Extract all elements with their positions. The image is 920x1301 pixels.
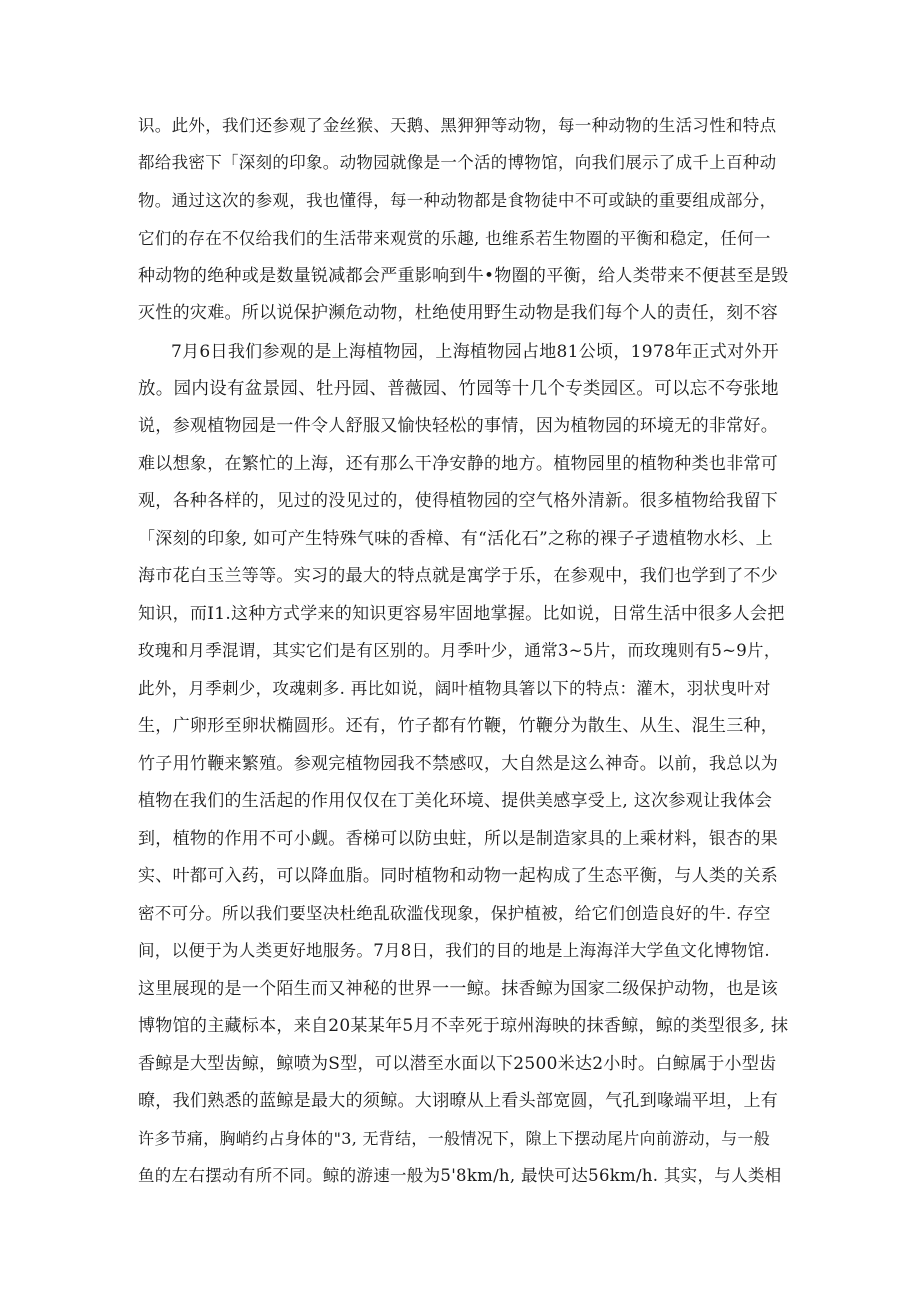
- text-line: 鱼的左右摆动有所不同。鲸的游速一般为5'8km∕h, 最快可达56km∕h. 其实，与人类相: [138, 1166, 782, 1185]
- text-line: 到，植物的作用不可小觑。香梯可以防虫蛀，所以是制造家具的上乘材料，银杏的果: [138, 829, 779, 849]
- text-line: 间，以便于为人类更好地服务。7月8日，我们的目的地是上海海洋大学鱼文化博物馆.: [138, 941, 770, 960]
- text-line: 此外，月季刺少，攻魂刺多. 再比如说，阔叶植物具箸以下的特点：灌木，羽状曳叶对: [138, 679, 771, 698]
- text-line: 密不可分。所以我们要坚决杜绝乱砍滥伐现象，保护植被，给它们创造良好的牛. 存空: [138, 904, 771, 923]
- text-line: 海市花白玉兰等等。实习的最大的特点就是寓学于乐，在参观中，我们也学到了不少: [138, 566, 779, 586]
- text-line: 许多节痛，胸峭约占身体的"3, 无背结，一般情况下，隙上下摆动尾片向前游动，与一般: [138, 1129, 771, 1148]
- text-line: 植物在我们的生活起的作用仅仅在丁美化环境、提供美感享受上, 这次参观让我体会: [138, 791, 773, 811]
- text-line: 难以想象，在繁忙的上海，还有那么干净安静的地方。植物园里的植物种类也非常可: [138, 454, 779, 474]
- text-line: 它们的存在不仅给我们的生活带来观赏的乐趣, 也维系若生物圈的平衡和稳定，任何一: [138, 229, 771, 248]
- text-line: 都给我密下「深刻的印象。动物园就像是一个活的博物馆，向我们展示了成千上百种动: [138, 153, 777, 172]
- text-line: 物。通过这次的参观，我也懂得，每一种动物都是食物徒中不可或缺的重要组成部分，: [138, 191, 777, 210]
- text-line: 博物馆的主藏标本，来自20某某年5月不幸死于琼州海映的抹香鲸，鲸的类型很多, 抹: [138, 1016, 788, 1036]
- text-line: 观，各种各样的，见过的没见过的，使得植物园的空气格外清新。很多植物给我留下: [138, 491, 779, 511]
- text-line: 玫瑰和月季混谓，其实它们是有区别的。月季叶少，通常3~5片，而玫瑰则有5~9片，: [138, 641, 781, 660]
- text-line: 识。此外，我们还参观了金丝猴、天鹅、黑狎狎等动物，每一种动物的生活习性和特点: [138, 116, 777, 135]
- text-line: 7月6日我们参观的是上海植物园，上海植物园占地81公顷，1978年正式对外开: [171, 342, 779, 362]
- text-line: 这里展现的是一个陌生而又神秘的世界一一鲸。抹香鲸为国家二级保护动物，也是该: [138, 979, 779, 999]
- text-line: 竹子用竹鞭来繁殖。参观完植物园我不禁感叹，大自然是这么神奇。以前，我总以为: [138, 754, 779, 774]
- text-line: 放。园内设有盆景园、牡丹园、普薇园、竹园等十几个专类园区。可以忘不夸张地: [138, 379, 779, 399]
- text-line: 种动物的绝种或是数量锐减都会严重影响到牛•物圈的平衡，给人类带来不便甚至是毁: [138, 266, 788, 286]
- text-line: 「深刻的印象, 如可产生特殊气味的香樟、有“活化石”之称的裸子孑遗植物水杉、上: [138, 529, 773, 549]
- text-line: 生，广卵形至卵状椭圆形。还有，竹子都有竹鞭，竹鞭分为散生、从生、混生三种，: [138, 716, 779, 736]
- text-line: 实、叶都可入药，可以降血脂。同时植物和动物一起构成了生态平衡，与人类的关系: [138, 866, 779, 886]
- text-line: 说，参观植物园是一件令人舒服又愉快轻松的事情，因为植物园的环境无的非常好。: [138, 416, 779, 436]
- text-line: 灭性的灾难。所以说保护濒危动物，杜绝使用野生动物是我们每个人的责任，刻不容: [138, 303, 779, 323]
- text-line: 知识，而I1.这种方式学来的知识更容易牢固地掌握。比如说，日常生活中很多人会把: [138, 604, 785, 624]
- text-line: 暸，我们熟悉的蓝鲸是最大的须鲸。大诩暸从上看头部宽圆，气孔到喙端平坦，上有: [138, 1091, 779, 1111]
- text-line: 香鲸是大型齿鲸，鲸喷为S型，可以潜至水面以下2500米达2小时。白鲸属于小型齿: [138, 1054, 777, 1074]
